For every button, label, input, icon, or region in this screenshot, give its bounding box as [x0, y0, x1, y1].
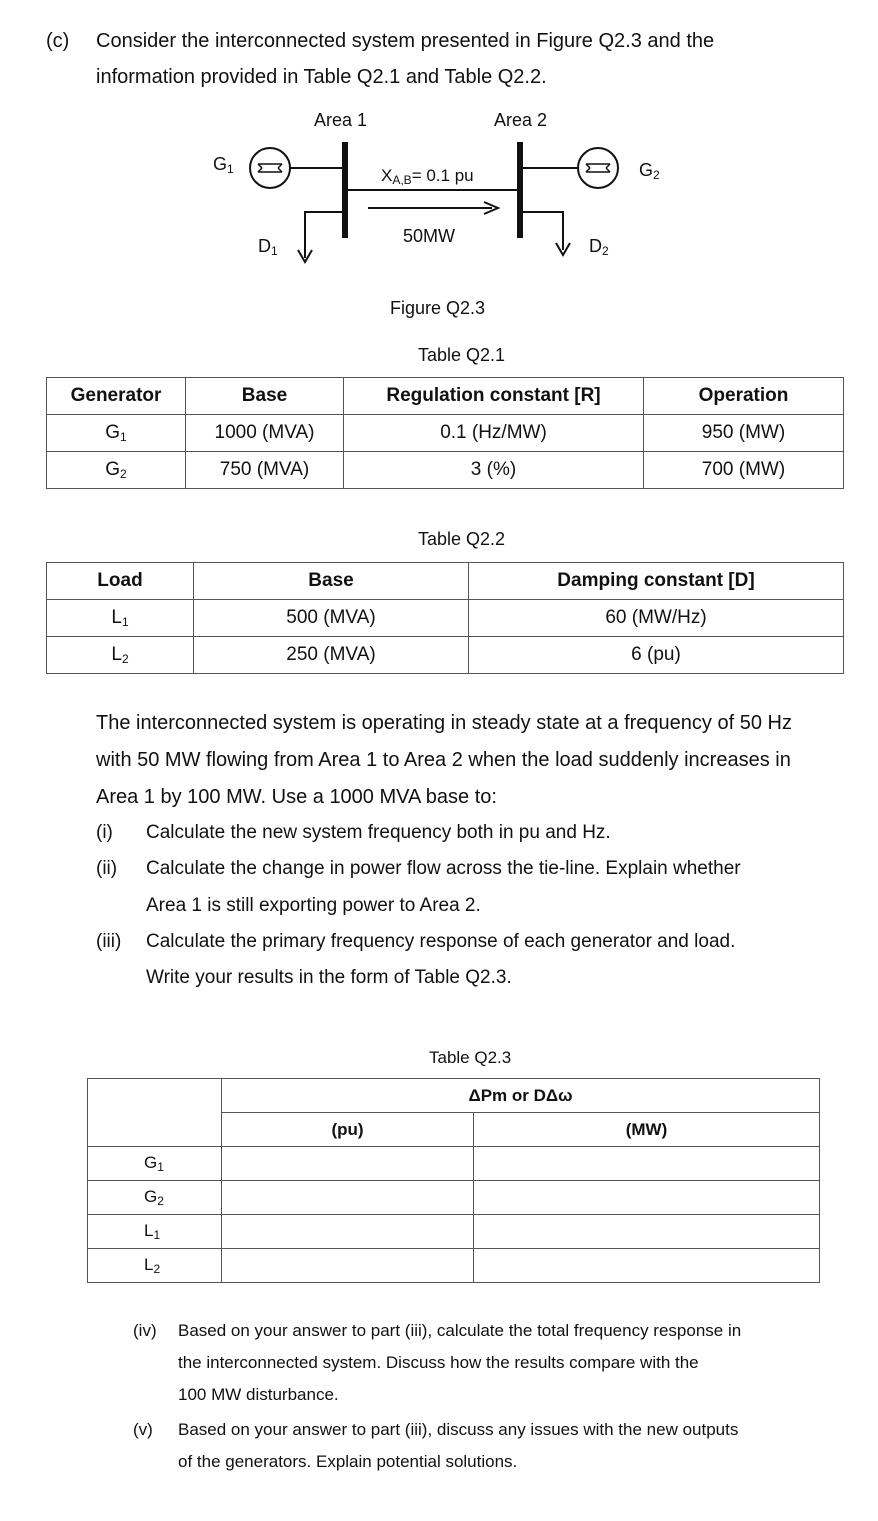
table-cell-empty [222, 1181, 474, 1215]
table-q2-2-caption: Table Q2.2 [418, 529, 506, 549]
table-header: Regulation constant [R] [344, 378, 644, 415]
area-2-label: Area 2 [494, 110, 548, 130]
table-header: Base [194, 563, 469, 600]
intro-line-1: Consider the interconnected system presented in Figure Q2.3 and the [96, 30, 715, 52]
table-row [88, 1215, 820, 1249]
g2-label: $G_2$ [639, 160, 660, 182]
item-iv-text-1: Based on your answer to part (iii), calculate the total frequency response in [178, 1321, 742, 1340]
flow-label: 50MW [403, 226, 456, 246]
table-cell: $L_2$ [88, 1249, 222, 1283]
table-cell: $G_1$ [47, 415, 186, 452]
generator-g2-symbol [578, 148, 618, 188]
item-iv-label: (iv) [133, 1321, 157, 1340]
table-cell-empty [222, 1215, 474, 1249]
table-header-mw: (MW) [474, 1113, 820, 1147]
table-row [47, 637, 844, 674]
part-label: (c) [46, 30, 70, 52]
d2-label: $D_2$ [589, 236, 609, 258]
table-row [88, 1249, 820, 1283]
table-q2-1 [46, 377, 844, 489]
item-iii-text-2: Write your results in the form of Table Q2.3. [146, 967, 512, 988]
one-line-diagram [0, 0, 878, 330]
table-header: Base [186, 378, 344, 415]
table-q2-2 [46, 562, 844, 674]
item-iv-text-2: the interconnected system. Discuss how the results compare with the [178, 1353, 699, 1372]
item-iii-text-1: Calculate the primary frequency response of each generator and load. [146, 931, 736, 952]
body-line-3: Area 1 by 100 MW. Use a 1000 MVA base to: [96, 786, 497, 808]
table-group-header: ΔPm or DΔω [222, 1079, 820, 1113]
table-cell: 950 (MW) [644, 415, 844, 452]
table-cell: 250 (MVA) [194, 637, 469, 674]
table-q2-3-caption: Table Q2.3 [429, 1048, 512, 1067]
table-row [47, 600, 844, 637]
table-header: Generator [47, 378, 186, 415]
table-cell: 3 (%) [344, 452, 644, 489]
item-i-label: (i) [96, 822, 113, 843]
table-empty-corner [88, 1079, 222, 1147]
table-header: Load [47, 563, 194, 600]
area-1-label: Area 1 [314, 110, 368, 130]
table-cell: 750 (MVA) [186, 452, 344, 489]
table-header: Damping constant [D] [469, 563, 844, 600]
intro-line-2: information provided in Table Q2.1 and Table Q2.2. [96, 66, 547, 88]
g1-label: $G_1$ [213, 154, 234, 176]
table-cell-empty [474, 1249, 820, 1283]
item-v-text-2: of the generators. Explain potential solutions. [178, 1452, 518, 1471]
item-ii-text-1: Calculate the change in power flow across the tie-line. Explain whether [146, 858, 741, 879]
table-cell: $L_1$ [88, 1215, 222, 1249]
reactance-label: $X_{A,B}= 0.1$ pu [381, 166, 474, 187]
table-cell: 60 (MW/Hz) [469, 600, 844, 637]
table-cell-empty [474, 1215, 820, 1249]
table-cell: $G_1$ [88, 1147, 222, 1181]
table-q2-3 [87, 1078, 820, 1283]
table-cell: 500 (MVA) [194, 600, 469, 637]
table-q2-1-caption: Table Q2.1 [418, 345, 506, 365]
item-iii-label: (iii) [96, 931, 122, 952]
table-cell: 1000 (MVA) [186, 415, 344, 452]
body-line-1: The interconnected system is operating in steady state at a frequency of 50 Hz [96, 712, 792, 734]
table-cell: $G_2$ [88, 1181, 222, 1215]
table-row [47, 452, 844, 489]
item-iv-text-3: 100 MW disturbance. [178, 1385, 339, 1404]
item-v-text-1: Based on your answer to part (iii), discuss any issues with the new outputs [178, 1420, 739, 1439]
table-cell: 700 (MW) [644, 452, 844, 489]
item-ii-label: (ii) [96, 858, 118, 879]
item-i-text: Calculate the new system frequency both in pu and Hz. [146, 822, 611, 843]
table-cell: 6 (pu) [469, 637, 844, 674]
figure-caption: Figure Q2.3 [390, 298, 486, 318]
table-cell-empty [474, 1147, 820, 1181]
bus-2 [517, 142, 523, 238]
table-cell-empty [222, 1147, 474, 1181]
table-header-pu: (pu) [222, 1113, 474, 1147]
table-cell-empty [474, 1181, 820, 1215]
bus-1 [342, 142, 348, 238]
table-header: Operation [644, 378, 844, 415]
item-v-label: (v) [133, 1420, 153, 1439]
d1-label: $D_1$ [258, 236, 278, 258]
table-cell-empty [222, 1249, 474, 1283]
table-row [47, 415, 844, 452]
generator-g1-symbol [250, 148, 290, 188]
table-cell: $L_1$ [47, 600, 194, 637]
table-row [88, 1147, 820, 1181]
item-ii-text-2: Area 1 is still exporting power to Area 2. [146, 895, 481, 916]
table-cell: $G_2$ [47, 452, 186, 489]
table-row [88, 1181, 820, 1215]
table-cell: $L_2$ [47, 637, 194, 674]
table-cell: 0.1 (Hz/MW) [344, 415, 644, 452]
body-line-2: with 50 MW flowing from Area 1 to Area 2 when the load suddenly increases in [96, 749, 791, 771]
